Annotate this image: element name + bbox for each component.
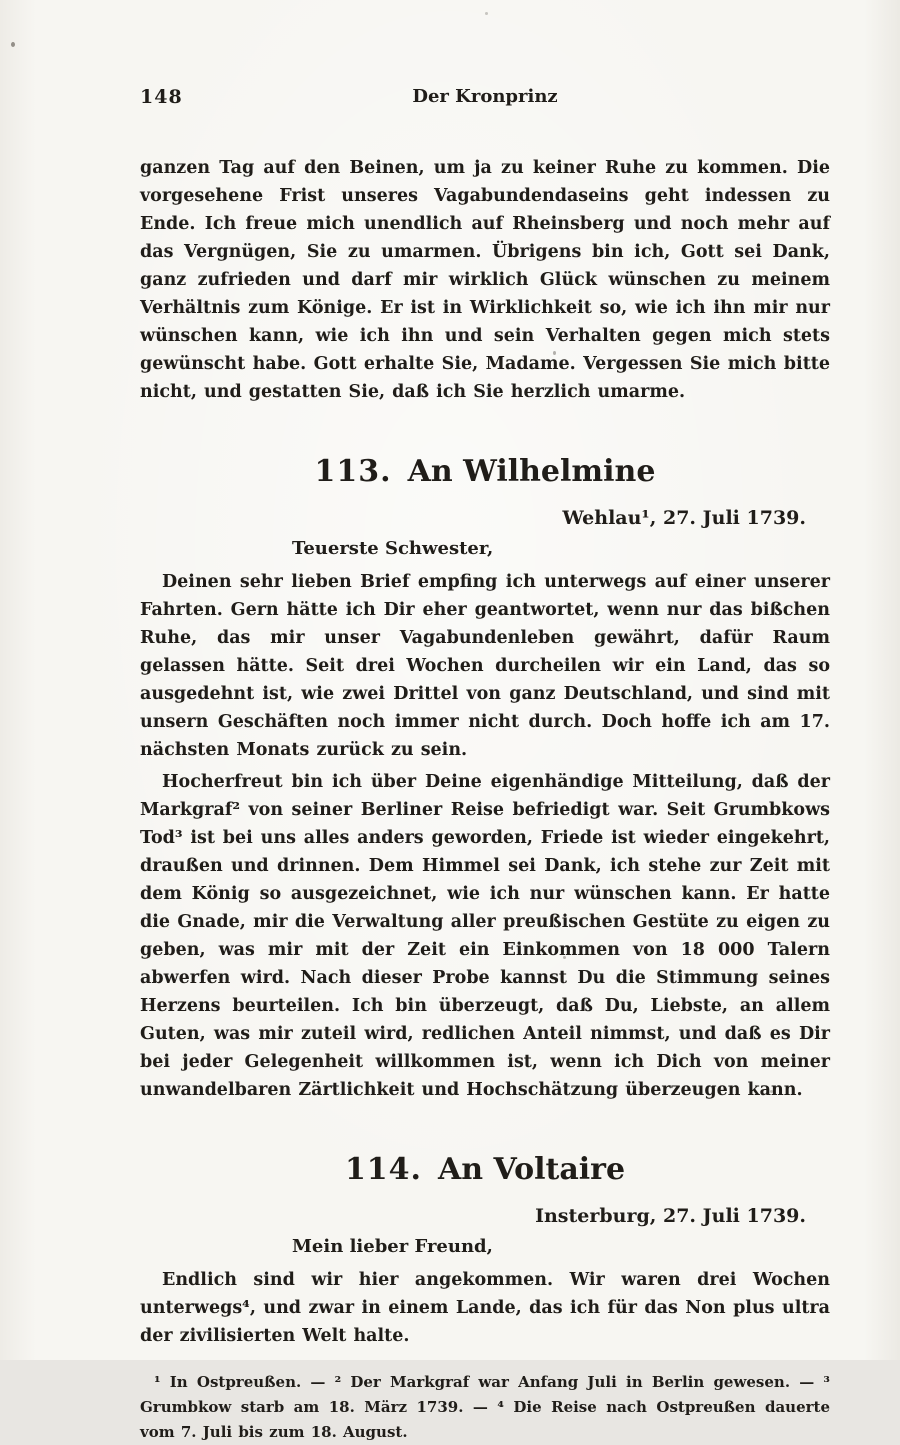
letter-114-body bbox=[140, 1266, 830, 1350]
footnotes: ¹ In Ostpreußen. — ² Der Markgraf war Anfang Juli in Berlin gewesen. — ³ Grumbkow starb am 18. März 1739. — ⁴ Die Reise nach Ostpreußen dauerte vom 7. Juli bis zum 18. August. bbox=[140, 1373, 830, 1441]
continuation-paragraph: ganzen Tag auf den Beinen, um ja zu keiner Ruhe zu kommen. Die vorgesehene Frist unseres Vagabundendaseins geht indessen zu Ende. Ich freue mich unendlich auf Rheinsberg und noch mehr auf das Vergnügen, Sie zu umarmen. Übrigens bin ich, Gott sei Dank, ganz zufrieden und darf mir wirklich Glück wünschen zu meinem Verhältnis zum Könige. Er ist in Wirklichkeit so, wie ich ihn mir nur wünschen kann, wie ich ihn und sein Verhalten gegen mich stets gewünscht habe. Gott erhalte Sie, Madame. Vergessen Sie mich bitte nicht, und gestatten Sie, daß ich Sie herzlich umarme. bbox=[140, 158, 830, 402]
letter-114-paragraph: Endlich sind wir hier angekommen. Wir waren drei Wochen unterwegs⁴, und zwar in einem Lande, das ich für das Non plus ultra der zivilisierten Welt halte. bbox=[140, 1270, 830, 1346]
page-number: 148 bbox=[140, 86, 183, 108]
letter-113-body bbox=[140, 568, 830, 1104]
text-column bbox=[140, 86, 830, 1445]
letter-113-paragraph: Deinen sehr lieben Brief empfing ich unterwegs auf einer unserer Fahrten. Gern hätte ich Dir eher geantwortet, wenn nur das bißchen Ruhe, das mir unser Vagabundenleben gewährt, dafür Raum gelassen hätte. Seit drei Wochen durcheilen wir ein Land, das so ausgedehnt ist, wie zwei Drittel von ganz Deutschland, und sind mit unsern Geschäften noch immer nicht durch. Doch hoffe ich am 17. nächsten Monats zurück zu sein. bbox=[140, 572, 830, 760]
page-header bbox=[140, 86, 830, 116]
letter-114-title: An Voltaire bbox=[438, 1152, 626, 1187]
running-title: Der Kronprinz bbox=[412, 86, 558, 107]
letter-114-heading bbox=[140, 1150, 830, 1190]
letter-113-dateline: Wehlau¹, 27. Juli 1739. bbox=[562, 507, 806, 529]
letter-113-heading bbox=[140, 452, 830, 492]
letter-113-paragraph: Hocherfreut bin ich über Deine eigenhändige Mitteilung, daß der Markgraf² von seiner Berliner Reise befriedigt war. Seit Grumbkows Tod³ ist bei uns alles anders geworden, Friede ist wieder eingekehrt, draußen und drinnen. Dem Himmel sei Dank, ich stehe zur Zeit mit dem König so ausgezeichnet, wie ich nur wünschen kann. Er hatte die Gnade, mir die Verwaltung aller preußischen Gestüte zu eigen zu geben, was mir mit der Zeit ein Einkommen von 18 000 Talern abwerfen wird. Nach dieser Probe kannst Du die Stimmung seines Herzens beurteilen. Ich bin überzeugt, daß Du, Liebste, an allem Guten, was mir zuteil wird, redlichen Anteil nimmst, und daß es Dir bei jeder Gelegenheit willkommen ist, wenn ich Dich von meiner unwandelbaren Zärtlichkeit und Hochschätzung überzeugen kann. bbox=[140, 772, 830, 1100]
letter-114 bbox=[140, 1150, 830, 1350]
scan-speck bbox=[485, 12, 488, 15]
letter-114-number: 114. bbox=[344, 1152, 423, 1187]
letter-113-number: 113. bbox=[314, 454, 392, 489]
letter-113 bbox=[140, 452, 830, 1104]
letter-114-salutation: Mein lieber Freund, bbox=[292, 1236, 493, 1257]
scan-speck bbox=[11, 42, 15, 47]
letter-113-title: An Wilhelmine bbox=[407, 454, 656, 489]
letter-113-salutation: Teuerste Schwester, bbox=[292, 538, 494, 559]
letter-114-dateline: Insterburg, 27. Juli 1739. bbox=[535, 1205, 806, 1227]
